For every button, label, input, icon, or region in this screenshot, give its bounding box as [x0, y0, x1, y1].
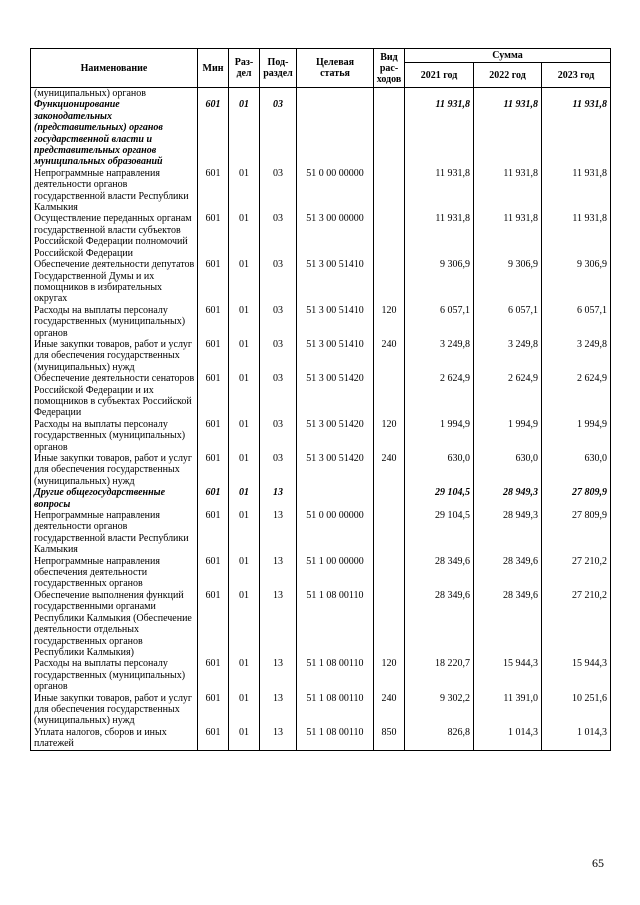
cell-podrazdel: 03 [260, 419, 297, 453]
cell-podrazdel: 13 [260, 727, 297, 750]
cell-target: 51 3 00 00000 [297, 213, 374, 259]
cell-podrazdel: 03 [260, 259, 297, 305]
cell-podrazdel: 13 [260, 510, 297, 556]
cell-sum-2022: 28 949,3 [474, 510, 542, 556]
table-body [31, 88, 611, 751]
cell-sum-2021: 29 104,5 [405, 487, 474, 510]
cell-razdel [229, 88, 260, 100]
cell-sum-2023: 6 057,1 [542, 305, 611, 339]
cell-min: 601 [198, 693, 229, 727]
cell-sum-2021: 18 220,7 [405, 658, 474, 692]
cell-razdel: 01 [229, 259, 260, 305]
cell-sum-2023: 15 944,3 [542, 658, 611, 692]
cell-name: Обеспечение деятельности депутатов Государственной Думы и их помощников в избирательных округах [31, 259, 198, 305]
table-row [31, 556, 611, 590]
cell-podrazdel: 13 [260, 487, 297, 510]
col-header-razdel: Раз- дел [229, 49, 260, 88]
cell-vid [374, 88, 405, 100]
cell-sum-2021: 11 931,8 [405, 99, 474, 167]
cell-podrazdel: 13 [260, 693, 297, 727]
cell-name: Обеспечение деятельности сенаторов Российской Федерации и их помощников в субъектах Российской Федерации [31, 373, 198, 419]
table-row [31, 658, 611, 692]
cell-razdel: 01 [229, 99, 260, 167]
budget-table-page [30, 48, 610, 751]
cell-sum-2021: 9 306,9 [405, 259, 474, 305]
table-row [31, 590, 611, 658]
cell-name: Расходы на выплаты персоналу государственных (муниципальных) органов [31, 305, 198, 339]
cell-sum-2023: 27 809,9 [542, 510, 611, 556]
cell-razdel: 01 [229, 590, 260, 658]
cell-target [297, 487, 374, 510]
cell-sum-2023: 11 931,8 [542, 168, 611, 214]
cell-target: 51 3 00 51420 [297, 373, 374, 419]
cell-sum-2023: 10 251,6 [542, 693, 611, 727]
cell-vid [374, 556, 405, 590]
cell-podrazdel: 03 [260, 339, 297, 373]
cell-razdel: 01 [229, 339, 260, 373]
cell-razdel: 01 [229, 487, 260, 510]
cell-vid [374, 168, 405, 214]
cell-min [198, 88, 229, 100]
cell-podrazdel: 03 [260, 99, 297, 167]
col-header-2022: 2022 год [474, 63, 542, 88]
cell-sum-2022: 28 349,6 [474, 556, 542, 590]
cell-name: Расходы на выплаты персоналу государственных (муниципальных) органов [31, 419, 198, 453]
cell-vid: 240 [374, 453, 405, 487]
cell-podrazdel: 03 [260, 305, 297, 339]
cell-sum-2022: 3 249,8 [474, 339, 542, 373]
table-row [31, 453, 611, 487]
cell-podrazdel: 03 [260, 213, 297, 259]
cell-sum-2022: 11 931,8 [474, 99, 542, 167]
col-header-podrazdel: Под- раздел [260, 49, 297, 88]
cell-sum-2022: 1 994,9 [474, 419, 542, 453]
cell-target: 51 1 00 00000 [297, 556, 374, 590]
table-row [31, 88, 611, 100]
cell-sum-2023: 2 624,9 [542, 373, 611, 419]
cell-razdel: 01 [229, 693, 260, 727]
cell-name: Иные закупки товаров, работ и услуг для обеспечения государственных (муниципальных) нужд [31, 339, 198, 373]
cell-min: 601 [198, 453, 229, 487]
cell-sum-2023: 3 249,8 [542, 339, 611, 373]
cell-sum-2021: 11 931,8 [405, 213, 474, 259]
cell-podrazdel: 13 [260, 556, 297, 590]
cell-min: 601 [198, 259, 229, 305]
table-row [31, 339, 611, 373]
table-header [31, 49, 611, 88]
cell-vid: 120 [374, 419, 405, 453]
cell-target: 51 3 00 51410 [297, 259, 374, 305]
cell-sum-2022: 11 931,8 [474, 213, 542, 259]
cell-vid [374, 213, 405, 259]
cell-vid [374, 99, 405, 167]
cell-sum-2022: 2 624,9 [474, 373, 542, 419]
cell-razdel: 01 [229, 168, 260, 214]
cell-podrazdel: 03 [260, 168, 297, 214]
table-row [31, 259, 611, 305]
cell-target [297, 99, 374, 167]
cell-sum-2021: 630,0 [405, 453, 474, 487]
cell-name: Иные закупки товаров, работ и услуг для обеспечения государственных (муниципальных) нужд [31, 693, 198, 727]
cell-sum-2023: 630,0 [542, 453, 611, 487]
cell-min: 601 [198, 99, 229, 167]
cell-razdel: 01 [229, 727, 260, 750]
col-header-sum: Сумма [405, 49, 611, 63]
cell-vid: 120 [374, 305, 405, 339]
cell-sum-2023: 9 306,9 [542, 259, 611, 305]
cell-name: Функционирование законодательных (представительных) органов государственной власти и представительных органов муниципальных образований [31, 99, 198, 167]
cell-name: Непрограммные направления деятельности органов государственной власти Республики Калмыкия [31, 510, 198, 556]
table-row [31, 213, 611, 259]
cell-target: 51 3 00 51420 [297, 453, 374, 487]
cell-target: 51 3 00 51420 [297, 419, 374, 453]
cell-name: Непрограммные направления деятельности органов государственной власти Республики Калмыкия [31, 168, 198, 214]
cell-podrazdel: 03 [260, 373, 297, 419]
cell-min: 601 [198, 168, 229, 214]
col-header-target: Целевая статья [297, 49, 374, 88]
cell-sum-2022: 11 391,0 [474, 693, 542, 727]
cell-podrazdel: 03 [260, 453, 297, 487]
cell-sum-2023: 1 014,3 [542, 727, 611, 750]
cell-sum-2023: 11 931,8 [542, 99, 611, 167]
cell-sum-2022: 1 014,3 [474, 727, 542, 750]
cell-vid: 240 [374, 693, 405, 727]
page-number: 65 [592, 856, 604, 870]
cell-target: 51 1 08 00110 [297, 590, 374, 658]
table-row [31, 727, 611, 750]
cell-target [297, 88, 374, 100]
table-row [31, 99, 611, 167]
cell-vid [374, 487, 405, 510]
table-row [31, 510, 611, 556]
cell-sum-2023: 1 994,9 [542, 419, 611, 453]
cell-min: 601 [198, 213, 229, 259]
cell-min: 601 [198, 556, 229, 590]
cell-target: 51 1 08 00110 [297, 693, 374, 727]
table-row [31, 487, 611, 510]
col-header-2021: 2021 год [405, 63, 474, 88]
cell-vid [374, 373, 405, 419]
cell-razdel: 01 [229, 373, 260, 419]
cell-podrazdel: 13 [260, 590, 297, 658]
cell-vid [374, 259, 405, 305]
cell-min: 601 [198, 510, 229, 556]
cell-sum-2021: 6 057,1 [405, 305, 474, 339]
cell-sum-2023 [542, 88, 611, 100]
cell-min: 601 [198, 373, 229, 419]
table-row [31, 305, 611, 339]
cell-sum-2022: 6 057,1 [474, 305, 542, 339]
cell-target: 51 3 00 51410 [297, 305, 374, 339]
cell-name: Осуществление переданных органам государственной власти субъектов Российской Федерации полномочий Российской Федерации [31, 213, 198, 259]
cell-min: 601 [198, 419, 229, 453]
cell-min: 601 [198, 658, 229, 692]
table-row [31, 168, 611, 214]
cell-podrazdel: 13 [260, 658, 297, 692]
table-row [31, 419, 611, 453]
cell-vid: 850 [374, 727, 405, 750]
cell-name: Непрограммные направления обеспечения деятельности государственных органов [31, 556, 198, 590]
budget-table [30, 48, 611, 751]
cell-vid: 120 [374, 658, 405, 692]
cell-min: 601 [198, 487, 229, 510]
cell-vid [374, 510, 405, 556]
cell-target: 51 1 08 00110 [297, 727, 374, 750]
cell-razdel: 01 [229, 658, 260, 692]
cell-sum-2022 [474, 88, 542, 100]
cell-sum-2023: 27 210,2 [542, 590, 611, 658]
cell-name: Расходы на выплаты персоналу государственных (муниципальных) органов [31, 658, 198, 692]
cell-sum-2023: 27 210,2 [542, 556, 611, 590]
cell-razdel: 01 [229, 556, 260, 590]
cell-razdel: 01 [229, 305, 260, 339]
cell-sum-2023: 27 809,9 [542, 487, 611, 510]
cell-sum-2021 [405, 88, 474, 100]
cell-sum-2021: 11 931,8 [405, 168, 474, 214]
col-header-name: Наименование [31, 49, 198, 88]
table-row [31, 373, 611, 419]
cell-target: 51 1 08 00110 [297, 658, 374, 692]
cell-sum-2021: 1 994,9 [405, 419, 474, 453]
cell-name: Уплата налогов, сборов и иных платежей [31, 727, 198, 750]
cell-sum-2021: 28 349,6 [405, 590, 474, 658]
table-row [31, 693, 611, 727]
cell-min: 601 [198, 305, 229, 339]
col-header-2023: 2023 год [542, 63, 611, 88]
cell-name: (муниципальных) органов [31, 88, 198, 100]
cell-sum-2021: 29 104,5 [405, 510, 474, 556]
cell-razdel: 01 [229, 213, 260, 259]
cell-sum-2022: 9 306,9 [474, 259, 542, 305]
col-header-min: Мин [198, 49, 229, 88]
cell-sum-2021: 2 624,9 [405, 373, 474, 419]
cell-vid [374, 590, 405, 658]
cell-min: 601 [198, 339, 229, 373]
cell-target: 51 0 00 00000 [297, 510, 374, 556]
cell-vid: 240 [374, 339, 405, 373]
cell-sum-2022: 28 949,3 [474, 487, 542, 510]
cell-name: Другие общегосударственные вопросы [31, 487, 198, 510]
cell-min: 601 [198, 590, 229, 658]
cell-sum-2022: 15 944,3 [474, 658, 542, 692]
cell-razdel: 01 [229, 419, 260, 453]
cell-sum-2021: 826,8 [405, 727, 474, 750]
col-header-vid: Вид рас- ходов [374, 49, 405, 88]
cell-name: Обеспечение выполнения функций государственными органами Республики Калмыкия (Обеспечение деятельности отдельных государственных органов Республики Калмыкия) [31, 590, 198, 658]
cell-target: 51 3 00 51410 [297, 339, 374, 373]
cell-min: 601 [198, 727, 229, 750]
cell-sum-2023: 11 931,8 [542, 213, 611, 259]
cell-name: Иные закупки товаров, работ и услуг для обеспечения государственных (муниципальных) нужд [31, 453, 198, 487]
cell-target: 51 0 00 00000 [297, 168, 374, 214]
cell-sum-2022: 11 931,8 [474, 168, 542, 214]
cell-sum-2022: 28 349,6 [474, 590, 542, 658]
cell-razdel: 01 [229, 453, 260, 487]
cell-sum-2022: 630,0 [474, 453, 542, 487]
cell-sum-2021: 3 249,8 [405, 339, 474, 373]
cell-sum-2021: 9 302,2 [405, 693, 474, 727]
cell-podrazdel [260, 88, 297, 100]
cell-razdel: 01 [229, 510, 260, 556]
cell-sum-2021: 28 349,6 [405, 556, 474, 590]
